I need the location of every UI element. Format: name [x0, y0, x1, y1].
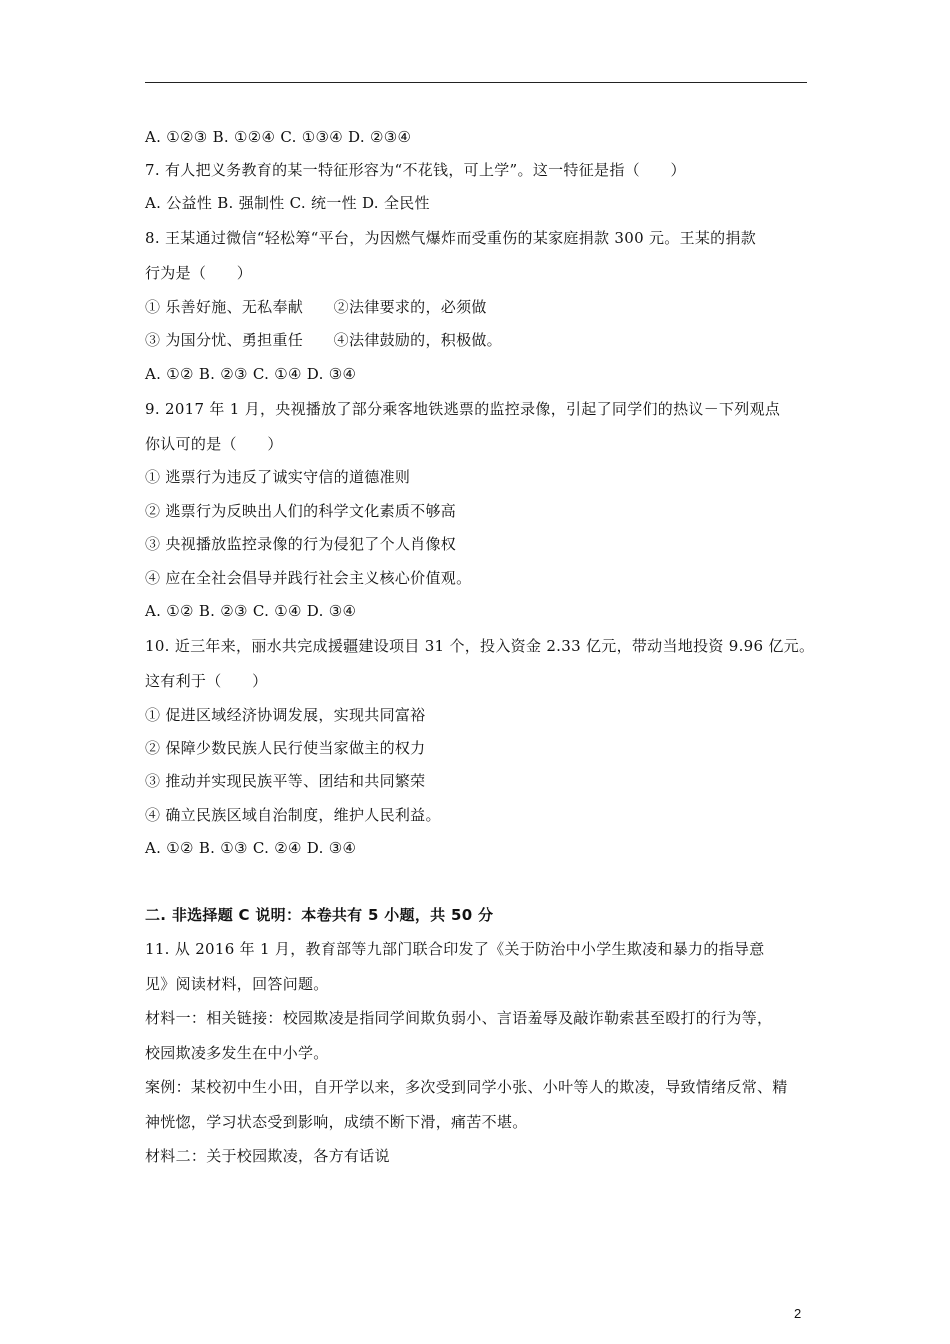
material-2: 材料二：关于校园欺凌，各方有话说 — [145, 1147, 390, 1165]
q10-statement-4: ④ 确立民族区域自治制度，维护人民利益。 — [145, 806, 441, 824]
q8-statement-3-4: ③ 为国分忧、勇担重任 ④法律鼓励的，积极做。 — [145, 331, 502, 349]
question-9-cont: 你认可的是（ ） — [145, 435, 283, 453]
question-11-cont: 见》阅读材料，回答问题。 — [145, 975, 329, 993]
q8-statement-1-2: ① 乐善好施、无私奉献 ②法律要求的，必须做 — [145, 298, 487, 316]
question-10: 10. 近三年来，丽水共完成援疆建设项目 31 个，投入资金 2.33 亿元，带动当地投资 9.96 亿元。 — [145, 637, 815, 655]
q9-statement-3: ③ 央视播放监控录像的行为侵犯了个人肖像权 — [145, 535, 457, 553]
case-text: 案例：某校初中生小田，自开学以来，多次受到同学小张、小叶等人的欺凌，导致情绪反常、精 — [145, 1078, 788, 1096]
q6-options: A. ①②③ B. ①②④ C. ①③④ D. ②③④ — [145, 128, 412, 146]
q9-statement-4: ④ 应在全社会倡导并践行社会主义核心价值观。 — [145, 569, 472, 587]
case-text-cont: 神恍惚，学习状态受到影响，成绩不断下滑，痛苦不堪。 — [145, 1113, 528, 1131]
header-rule — [145, 82, 807, 83]
question-10-cont: 这有利于（ ） — [145, 672, 268, 690]
q8-options: A. ①② B. ②③ C. ①④ D. ③④ — [145, 365, 357, 383]
question-11: 11. 从 2016 年 1 月，教育部等九部门联合印发了《关于防治中小学生欺凌和暴力的指导意 — [145, 940, 765, 958]
q10-statement-1: ① 促进区域经济协调发展，实现共同富裕 — [145, 706, 426, 724]
q9-statement-1: ① 逃票行为违反了诚实守信的道德准则 — [145, 468, 411, 486]
q10-options: A. ①② B. ①③ C. ②④ D. ③④ — [145, 839, 357, 857]
question-8-cont: 行为是（ ） — [145, 264, 253, 282]
section-heading: 二. 非选择题 C 说明：本卷共有 5 小题，共 50 分 — [145, 906, 494, 924]
q7-options: A. 公益性 B. 强制性 C. 统一性 D. 全民性 — [145, 194, 430, 212]
question-8: 8. 王某通过微信“轻松筹“平台，为因燃气爆炸而受重伤的某家庭捐款 300 元。王某的捐款 — [145, 229, 757, 247]
q10-statement-2: ② 保障少数民族人民行使当家做主的权力 — [145, 739, 426, 757]
question-7: 7. 有人把义务教育的某一特征形容为“不花钱，可上学”。这一特征是指（ ） — [145, 161, 686, 179]
q9-options: A. ①② B. ②③ C. ①④ D. ③④ — [145, 602, 357, 620]
q9-statement-2: ② 逃票行为反映出人们的科学文化素质不够高 — [145, 502, 457, 520]
material-1: 材料一：相关链接：校园欺凌是指同学间欺负弱小、言语羞辱及敲诈勒索甚至殴打的行为等， — [145, 1009, 773, 1027]
question-9: 9. 2017 年 1 月，央视播放了部分乘客地铁逃票的监控录像，引起了同学们的热议－下列观点 — [145, 400, 781, 418]
material-1-cont: 校园欺凌多发生在中小学。 — [145, 1044, 329, 1062]
page-number: 2 — [794, 1306, 802, 1321]
q10-statement-3: ③ 推动并实现民族平等、团结和共同繁荣 — [145, 772, 426, 790]
